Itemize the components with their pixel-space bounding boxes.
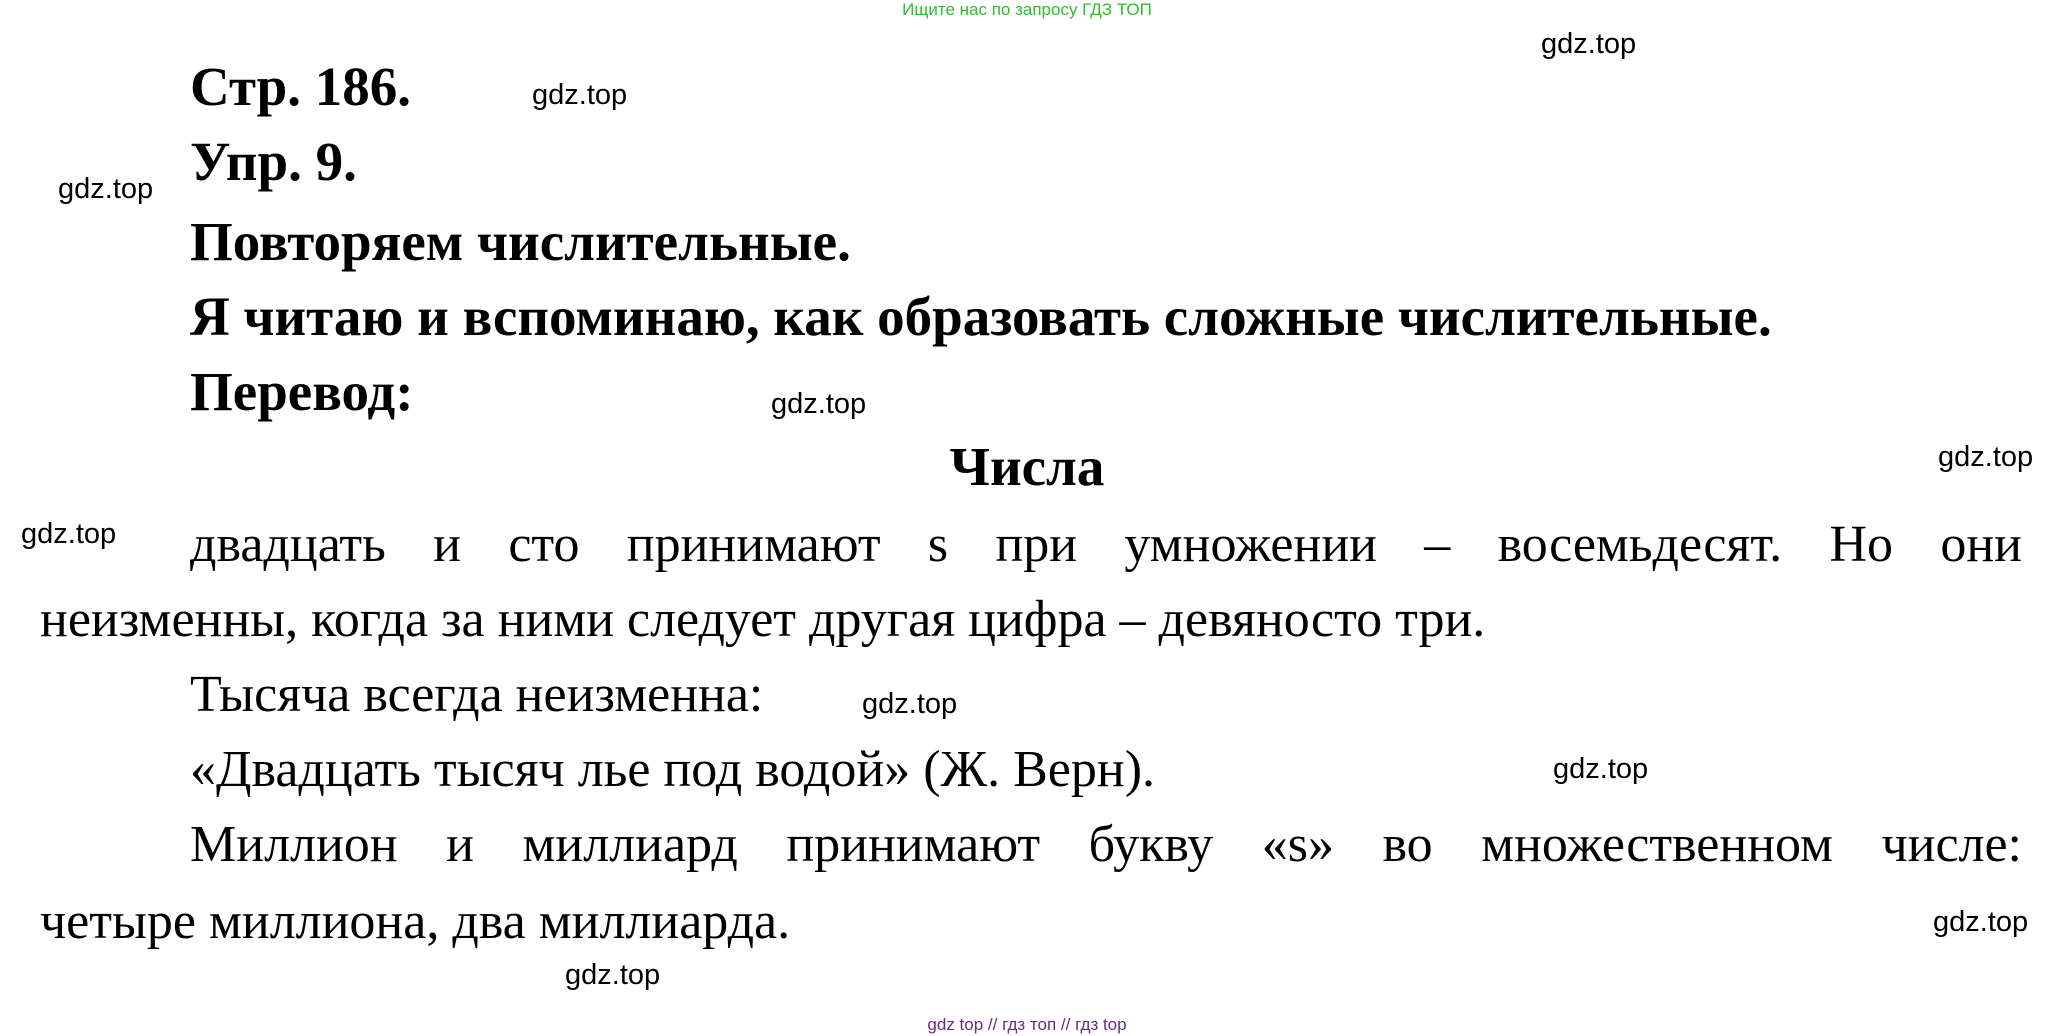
task-heading: Я читаю и вспоминаю, как образовать сложные числительные. bbox=[190, 286, 1772, 347]
paragraph-2-line-1: Тысяча всегда неизменна: bbox=[190, 666, 764, 723]
paragraph-4-line-1: Миллион и миллиард принимают букву «s» во множественном числе: bbox=[190, 816, 2022, 873]
watermark: gdz.top bbox=[862, 688, 958, 720]
watermark: gdz.top bbox=[1541, 28, 1637, 60]
watermark: gdz.top bbox=[21, 518, 117, 550]
page-number-heading: Стр. 186. bbox=[190, 56, 412, 117]
watermark: gdz.top bbox=[58, 173, 154, 205]
watermark: gdz.top bbox=[1933, 906, 2029, 938]
paragraph-1-line-1: двадцать и сто принимают s при умножении – восемьдесят. Но они bbox=[190, 516, 2022, 573]
paragraph-1-line-2: неизменны, когда за ними следует другая цифра – девяносто три. bbox=[40, 591, 1486, 648]
paragraph-4-line-2: четыре миллиона, два миллиарда. bbox=[40, 893, 791, 950]
watermark: gdz.top bbox=[1553, 753, 1649, 785]
footer-text: gdz top // гдз топ // гдз top bbox=[927, 1015, 1127, 1034]
translation-heading: Перевод: bbox=[190, 361, 414, 422]
topic-heading: Повторяем числительные. bbox=[190, 211, 851, 272]
top-banner: Ищите нас по запросу ГДЗ ТОП bbox=[902, 0, 1152, 19]
watermark: gdz.top bbox=[565, 959, 661, 991]
watermark: gdz.top bbox=[1938, 441, 2034, 473]
section-title: Числа bbox=[949, 436, 1105, 497]
exercise-heading: Упр. 9. bbox=[190, 131, 357, 192]
paragraph-3-line-1: «Двадцать тысяч лье под водой» (Ж. Верн). bbox=[190, 741, 1156, 798]
watermark: gdz.top bbox=[532, 79, 628, 111]
watermark: gdz.top bbox=[771, 388, 867, 420]
